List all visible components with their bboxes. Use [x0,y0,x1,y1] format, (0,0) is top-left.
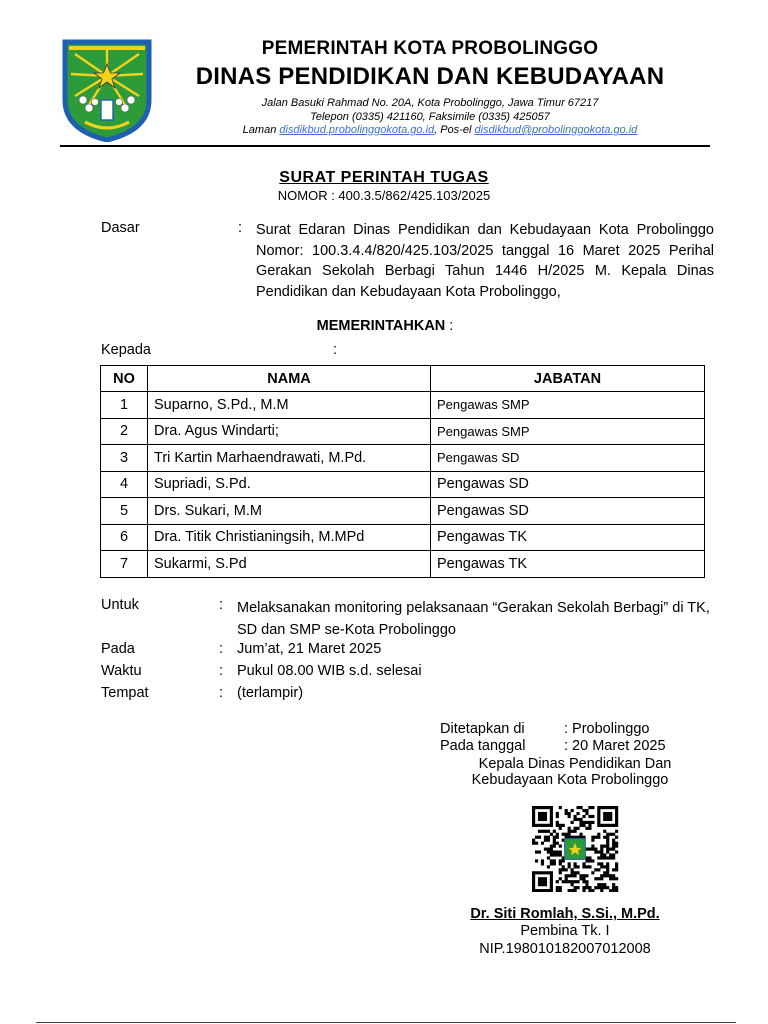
row-no: 3 [101,445,148,472]
table-row [101,471,705,498]
header-jabatan: JABATAN [431,366,705,392]
row-no: 4 [101,471,148,498]
letterhead-address-block [160,96,700,124]
tanggal-label: Pada tanggal [440,738,526,754]
row-no: 7 [101,551,148,578]
tempat-colon: : [219,685,224,701]
row-nama: Supriadi, S.Pd. [148,471,431,498]
email-link[interactable]: disdikbud@probolinggokota.go.id [474,124,638,136]
row-jabatan: Pengawas TK [431,551,705,578]
signer-position-line2: Kebudayaan Kota Probolinggo [471,772,669,788]
table-row [101,524,705,551]
table-row [101,498,705,525]
pada-value: Jum’at, 21 Maret 2025 [237,641,382,657]
table-row [101,418,705,445]
letterhead-phone: Telepon (0335) 421160, Faksimile (0335) 425057 [310,111,550,123]
signer-position-line1: Kepala Dinas Pendidikan Dan [478,756,672,772]
table-header-row [101,366,705,392]
memerintahkan-text: MEMERINTAHKAN [316,318,446,334]
document-number: NOMOR : 400.3.5/862/425.103/2025 [277,188,491,203]
tempat-value: (terlampir) [237,685,304,701]
row-jabatan: Pengawas SD [431,498,705,525]
letterhead-department: DINAS PENDIDIKAN DAN KEBUDAYAAN [195,63,665,90]
waktu-colon: : [219,663,224,679]
row-no: 5 [101,498,148,525]
header-no: NO [101,366,148,392]
document-title: SURAT PERINTAH TUGAS [279,169,489,186]
signer-name: Dr. Siti Romlah, S.Si., M.Pd. [470,906,660,922]
web-label: Laman [242,124,277,136]
row-nama: Dra. Titik Christianingsih, M.MPd [148,524,431,551]
signer-rank: Pembina Tk. I [520,923,610,939]
assignee-table [100,365,705,578]
letterhead-contacts [180,124,700,136]
kepada-colon: : [333,342,338,358]
kepada-label: Kepada [101,342,151,358]
untuk-label: Untuk [101,597,139,613]
table-row [101,445,705,472]
letterhead-address: Jalan Basuki Rahmad No. 20A, Kota Probolinggo, Jawa Timur 67217 [261,97,599,109]
pada-label: Pada [101,641,135,657]
row-jabatan: Pengawas TK [431,524,705,551]
row-no: 2 [101,418,148,445]
row-jabatan: Pengawas SD [431,471,705,498]
untuk-text: Melaksanakan monitoring pelaksanaan “Gerakan Sekolah Berbagi” di TK, SD dan SMP se-Kota Probolinggo [237,600,710,638]
header-nama: NAMA [148,366,431,392]
dasar-colon: : [238,220,243,236]
pada-colon: : [219,641,224,657]
letterhead-divider [60,145,710,147]
row-nama: Suparno, S.Pd., M.M [148,392,431,419]
untuk-colon: : [219,597,224,613]
row-nama: Tri Kartin Marhaendrawati, M.Pd. [148,445,431,472]
memerintahkan-heading [240,318,530,334]
ditetapkan-value: : Probolinggo [564,721,650,737]
ditetapkan-label: Ditetapkan di [440,721,525,737]
row-no: 1 [101,392,148,419]
page-bottom-rule [36,1022,736,1023]
memerintahkan-colon: : [445,318,454,334]
row-nama: Dra. Agus Windarti; [148,418,431,445]
table-row [101,392,705,419]
website-link[interactable]: disdikbud.probolinggokota.go.id [279,124,435,136]
signer-nip: NIP.198010182007012008 [479,941,651,957]
dasar-label: Dasar [101,220,140,236]
city-emblem-logo [61,38,153,142]
letterhead-government: PEMERINTAH KOTA PROBOLINGGO [261,38,599,59]
waktu-value: Pukul 08.00 WIB s.d. selesai [237,663,422,679]
table-row [101,551,705,578]
row-nama: Drs. Sukari, M.M [148,498,431,525]
qr-code-signature [530,806,620,892]
row-jabatan: Pengawas SMP [431,418,705,445]
dasar-text: Surat Edaran Dinas Pendidikan dan Kebudayaan Kota Probolinggo Nomor: 100.3.4.4/820/425.103/2025 tanggal 16 Maret 2025 Perihal Gerakan Sekolah Berbagi Tahun 1446 H/2025 M. Kepala Dinas Pendidikan dan Kebudayaan Kota Probolinggo, [256,222,714,300]
row-no: 6 [101,524,148,551]
row-nama: Sukarmi, S.Pd [148,551,431,578]
tanggal-value: : 20 Maret 2025 [564,738,666,754]
row-jabatan: Pengawas SD [431,445,705,472]
email-label: , Pos-el [434,124,472,136]
row-jabatan: Pengawas SMP [431,392,705,419]
tempat-label: Tempat [101,685,149,701]
waktu-label: Waktu [101,663,142,679]
